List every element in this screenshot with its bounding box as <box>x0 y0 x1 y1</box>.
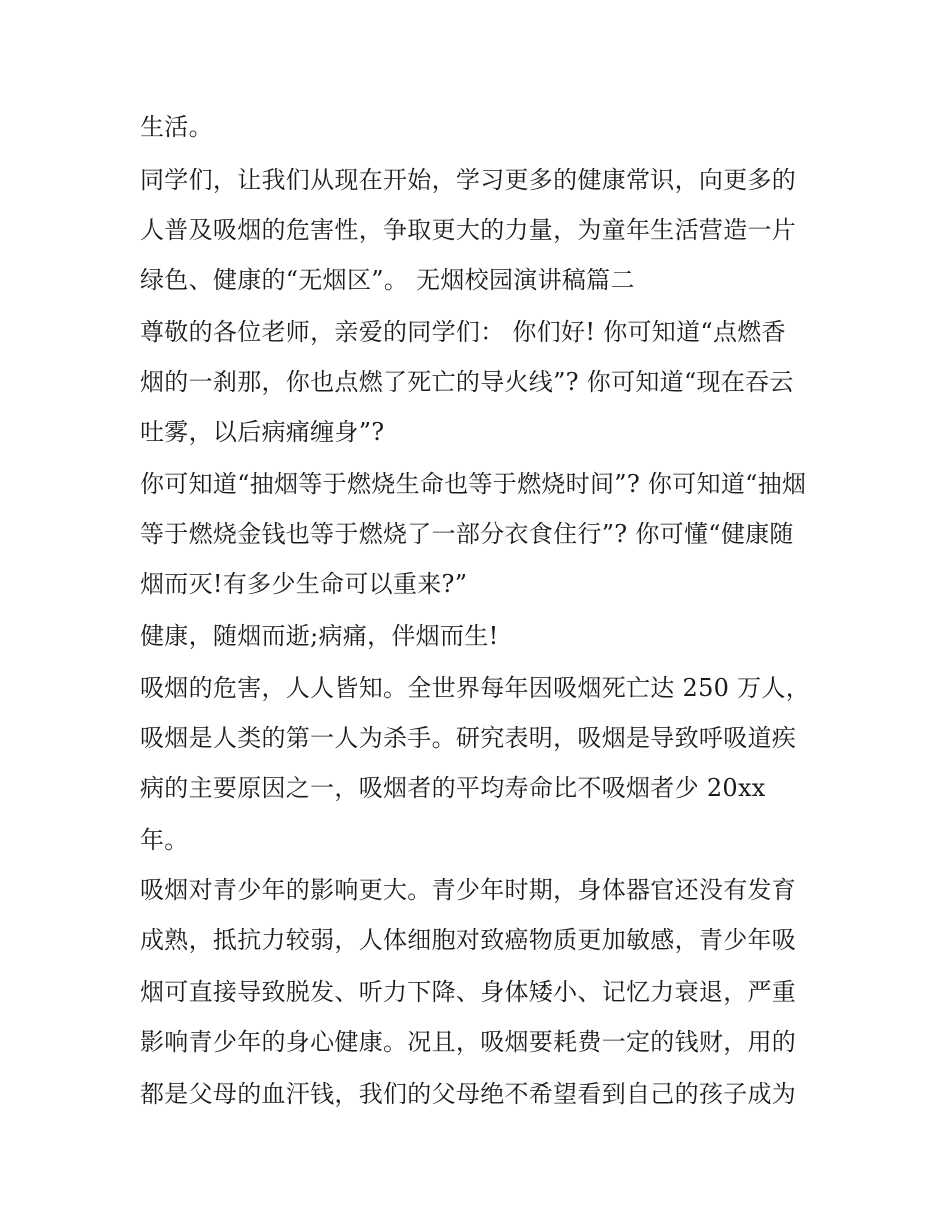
text-line: 烟而灭!有多少生命可以重来?” <box>140 570 468 598</box>
text-line: 等于燃烧金钱也等于燃烧了一部分衣食住行”? 你可懂“健康随 <box>140 520 794 548</box>
text-line: 健康，随烟而逝;病痛，伴烟而生! <box>140 622 499 650</box>
text-line: 都是父母的血汗钱，我们的父母绝不希望看到自己的孩子成为 <box>140 1080 797 1108</box>
text-line: 生活。 <box>140 113 213 141</box>
text-line: 吐雾，以后病痛缠身”? <box>140 418 385 446</box>
text-line: 影响青少年的身心健康。况且，吸烟要耗费一定的钱财，用的 <box>140 1028 797 1056</box>
text-line: 吸烟对青少年的影响更大。青少年时期，身体器官还没有发育 <box>140 876 797 904</box>
text-line: 烟的一刹那，你也点燃了死亡的导火线”? 你可知道“现在吞云 <box>140 368 794 396</box>
text-line: 同学们，让我们从现在开始，学习更多的健康常识，向更多的 <box>140 166 797 194</box>
text-line: 人普及吸烟的危害性，争取更大的力量，为童年生活营造一片 <box>140 216 797 244</box>
text-line: 吸烟的危害，人人皆知。全世界每年因吸烟死亡达 250 万人， <box>140 674 811 702</box>
text-line: 尊敬的各位老师，亲爱的同学们： 你们好! 你可知道“点燃香 <box>140 318 786 346</box>
text-line: 你可知道“抽烟等于燃烧生命也等于燃烧时间”? 你可知道“抽烟 <box>140 470 807 498</box>
text-line: 病的主要原因之一，吸烟者的平均寿命比不吸烟者少 20xx <box>140 774 766 802</box>
text-line: 成熟，抵抗力较弱，人体细胞对致癌物质更加敏感，青少年吸 <box>140 926 797 954</box>
text-line: 绿色、健康的“无烟区”。 无烟校园演讲稿篇二 <box>140 266 635 294</box>
text-line: 吸烟是人类的第一人为杀手。研究表明，吸烟是导致呼吸道疾 <box>140 724 797 752</box>
text-line: 年。 <box>140 826 189 854</box>
text-line: 烟可直接导致脱发、听力下降、身体矮小、记忆力衰退，严重 <box>140 978 797 1006</box>
